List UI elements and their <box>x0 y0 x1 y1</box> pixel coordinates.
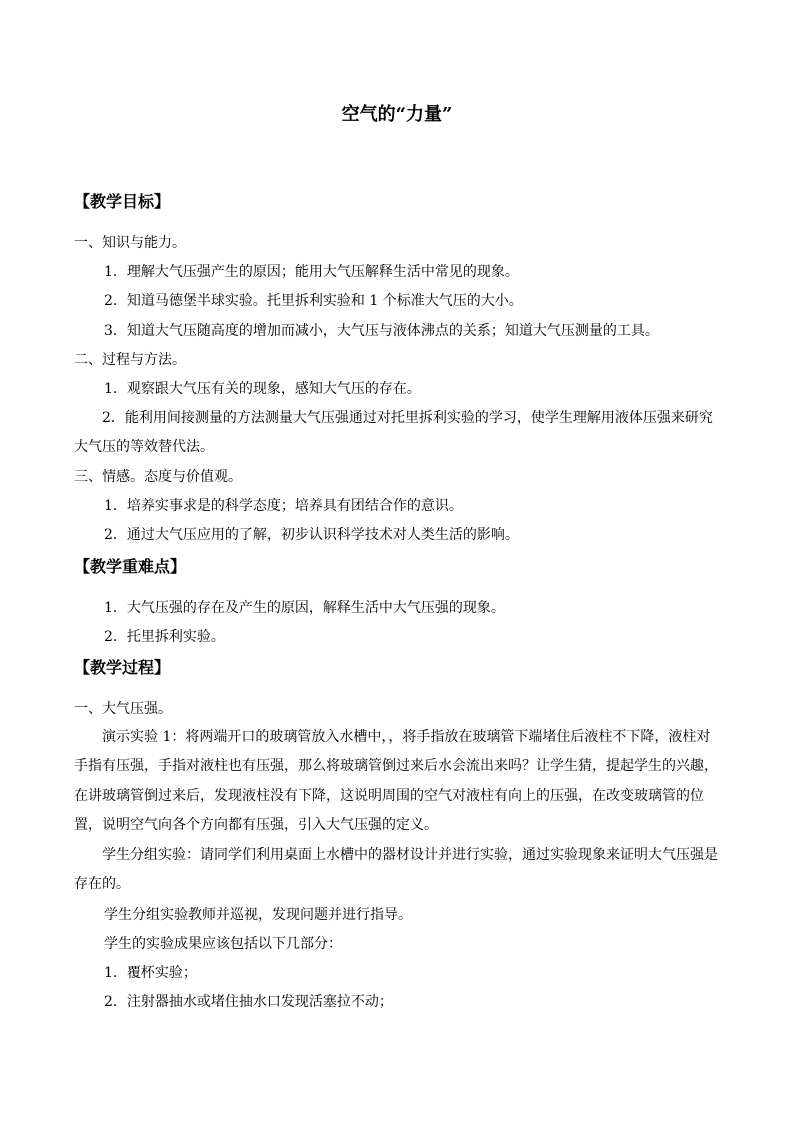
procedure-part1-label: 一、大气压强。 <box>74 701 172 717</box>
heading-key-points: 【教学重难点】 <box>74 557 187 576</box>
procedure-demo-paragraph: 演示实验 1：将两端开口的玻璃管放入水槽中，，将手指放在玻璃管下端堵住后液柱不下降，液柱对手指有压强，手指对液柱也有压强，那么将玻璃管倒过来后水会流出来吗？让学生猜，提起学生的兴趣，在讲玻璃管倒过来后，发现液柱没有下降，这说明周围的空气对液柱有向上的压强，在改变玻璃管的位置，说明空气向各个方向都有压强，引入大气压强的定义。 <box>74 729 718 834</box>
objective-process-item-2: 2．能利用间接测量的方法测量大气压强通过对托里拆利实验的学习，使学生理解用液体压强来研究大气压的等效替代法。 <box>74 410 713 456</box>
procedure-results-intro: 学生的实验成果应该包括以下几部分： <box>104 936 342 952</box>
objective-knowledge-item-1: 1．理解大气压强产生的原因；能用大气压解释生活中常见的现象。 <box>104 264 519 280</box>
heading-procedure: 【教学过程】 <box>74 658 171 677</box>
procedure-group-experiment-paragraph: 学生分组实验：请同学们利用桌面上水槽中的器材设计并进行实验，通过实验现象来证明大气压强是存在的。 <box>74 847 718 893</box>
procedure-teacher-patrol: 学生分组实验教师并巡视，发现问题并进行指导。 <box>104 907 412 923</box>
heading-objectives: 【教学目标】 <box>74 192 171 211</box>
procedure-result-item-1: 1．覆杯实验； <box>104 965 197 981</box>
objective-knowledge-item-2: 2．知道马德堡半球实验。托里拆利实验和 1 个标准大气压的大小。 <box>104 293 523 309</box>
objective-emotion-label: 三、情感。态度与价值观。 <box>74 469 242 485</box>
objective-knowledge-item-3: 3．知道大气压随高度的增加而减小，大气压与液体沸点的关系；知道大气压测量的工具。 <box>104 323 659 339</box>
key-point-item-1: 1．大气压强的存在及产生的原因，解释生活中大气压强的现象。 <box>104 600 505 616</box>
objective-process-item-1: 1．观察跟大气压有关的现象，感知大气压的存在。 <box>104 381 421 397</box>
objective-emotion-item-1: 1．培养实事求是的科学态度；培养具有团结合作的意识。 <box>104 498 463 514</box>
objective-knowledge-label: 一、知识与能力。 <box>74 235 186 251</box>
objective-process-label: 二、过程与方法。 <box>74 352 186 368</box>
document-title: 空气的“力量” <box>341 104 453 125</box>
key-point-item-2: 2．托里拆利实验。 <box>104 629 225 645</box>
procedure-result-item-2: 2．注射器抽水或堵住抽水口发现活塞拉不动； <box>104 994 393 1010</box>
objective-emotion-item-2: 2．通过大气压应用的了解，初步认识科学技术对人类生活的影响。 <box>104 527 519 543</box>
